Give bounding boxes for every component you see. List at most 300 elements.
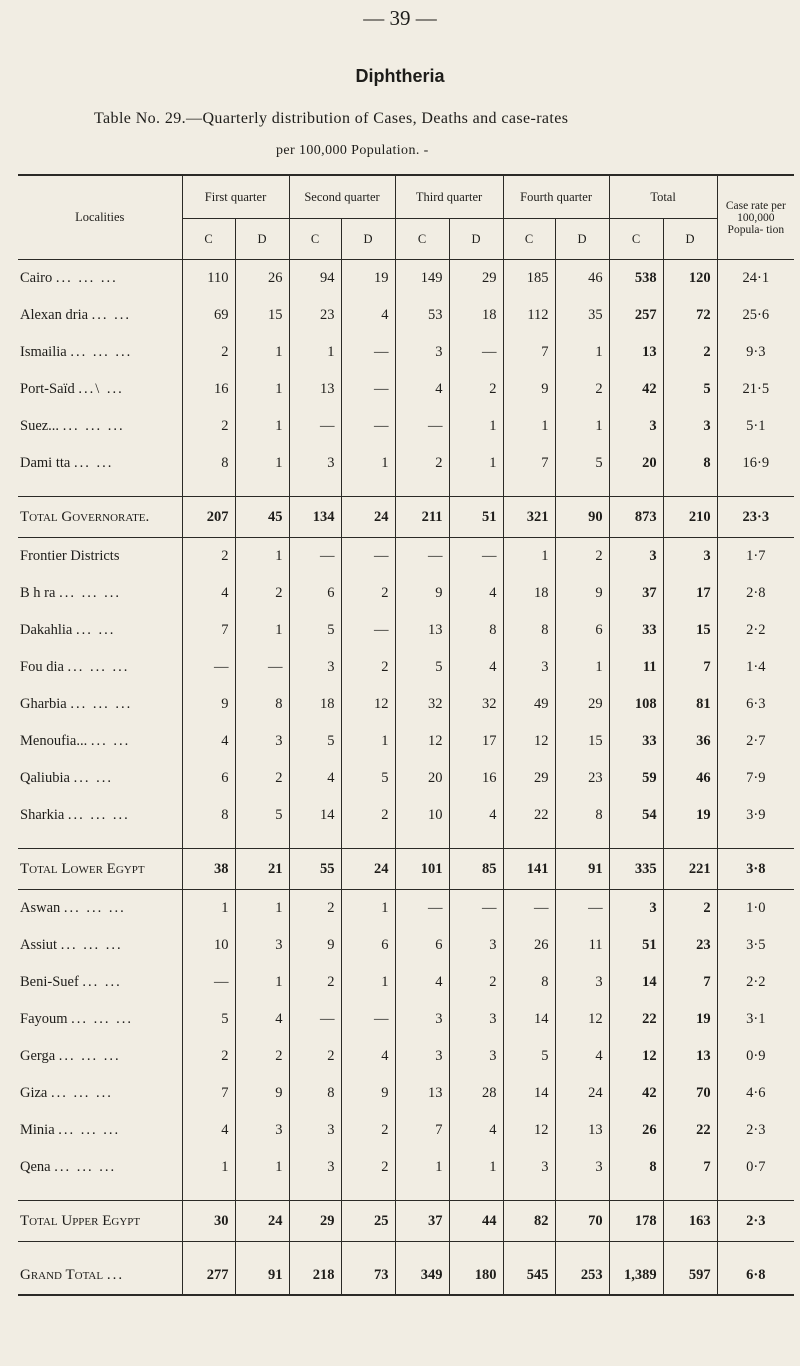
spacer-row <box>18 1242 794 1257</box>
spacer-row <box>18 1186 794 1201</box>
deaths-cell: 19 <box>663 1001 717 1038</box>
cases-cell: 3 <box>395 334 449 371</box>
cases-cell: 873 <box>609 497 663 538</box>
cases-cell: 54 <box>609 797 663 834</box>
cases-cell: 1 <box>395 1149 449 1186</box>
locality-cell <box>18 1112 182 1149</box>
deaths-cell: 3 <box>235 927 289 964</box>
locality-cell <box>18 686 182 723</box>
deaths-cell: 120 <box>663 260 717 298</box>
cases-cell: 8 <box>289 1075 341 1112</box>
deaths-cell: 3 <box>449 1001 503 1038</box>
deaths-cell: 1 <box>341 445 395 482</box>
deaths-cell: 2 <box>235 760 289 797</box>
deaths-cell: 1 <box>235 371 289 408</box>
deaths-cell: 19 <box>341 260 395 298</box>
cases-cell: 5 <box>182 1001 235 1038</box>
case-rate-cell: 1·4 <box>717 649 794 686</box>
leader-dots: ... ... ... <box>55 270 118 286</box>
cases-header: C <box>395 219 449 260</box>
deaths-cell: 91 <box>555 849 609 890</box>
deaths-cell: 16 <box>449 760 503 797</box>
deaths-cell: 1 <box>235 445 289 482</box>
table-row <box>18 686 794 723</box>
deaths-cell: 2 <box>449 371 503 408</box>
cases-cell: 321 <box>503 497 555 538</box>
cases-cell: — <box>395 538 449 576</box>
cases-cell: 335 <box>609 849 663 890</box>
case-rate-cell: 2·8 <box>717 575 794 612</box>
deaths-cell: — <box>341 408 395 445</box>
table-row <box>18 797 794 834</box>
second-quarter-header: Second quarter <box>289 175 395 219</box>
cases-cell: — <box>503 890 555 928</box>
deaths-cell: 3 <box>449 1038 503 1075</box>
locality-cell <box>18 538 182 576</box>
cases-cell: 33 <box>609 612 663 649</box>
cases-cell: 4 <box>289 760 341 797</box>
cases-cell: 82 <box>503 1201 555 1242</box>
cases-cell: 3 <box>609 408 663 445</box>
cases-cell: 38 <box>182 849 235 890</box>
leader-dots: ... ... ... <box>70 696 133 712</box>
deaths-cell: 9 <box>235 1075 289 1112</box>
cases-cell: 26 <box>609 1112 663 1149</box>
cases-cell: 11 <box>609 649 663 686</box>
locality-name: Fayoum <box>20 1011 68 1027</box>
table-row <box>18 260 794 298</box>
deaths-cell: 1 <box>341 723 395 760</box>
cases-cell: — <box>395 890 449 928</box>
table-row <box>18 408 794 445</box>
deaths-cell: 2 <box>235 575 289 612</box>
deaths-cell: 24 <box>235 1201 289 1242</box>
cases-cell: 2 <box>182 408 235 445</box>
table-row <box>18 297 794 334</box>
cases-cell: 51 <box>609 927 663 964</box>
deaths-cell: 15 <box>663 612 717 649</box>
cases-cell: 69 <box>182 297 235 334</box>
deaths-cell: 4 <box>449 797 503 834</box>
deaths-cell: 70 <box>663 1075 717 1112</box>
cases-cell: 5 <box>503 1038 555 1075</box>
leader-dots: ... ... ... <box>60 937 123 953</box>
deaths-cell: 180 <box>449 1256 503 1295</box>
deaths-cell: 45 <box>235 497 289 538</box>
cases-cell: 3 <box>503 1149 555 1186</box>
table-row <box>18 927 794 964</box>
locality-cell <box>18 927 182 964</box>
deaths-cell: 24 <box>341 497 395 538</box>
leader-dots: ... ... ... <box>51 1085 113 1101</box>
locality-name: Fou dia <box>20 659 64 675</box>
case-rate-cell: 6·3 <box>717 686 794 723</box>
case-rate-cell: 23·3 <box>717 497 794 538</box>
locality-name: Cairo <box>20 270 53 286</box>
cases-cell: 1 <box>182 1149 235 1186</box>
deaths-cell: 221 <box>663 849 717 890</box>
locality-cell <box>18 760 182 797</box>
locality-name: Total Lower Egypt <box>20 860 145 877</box>
deaths-cell: 91 <box>235 1256 289 1295</box>
deaths-cell: 1 <box>235 964 289 1001</box>
locality-cell <box>18 497 182 538</box>
cases-cell: 2 <box>289 890 341 928</box>
deaths-cell: 11 <box>555 927 609 964</box>
cases-cell: 7 <box>503 445 555 482</box>
cases-cell: 10 <box>395 797 449 834</box>
deaths-cell: 5 <box>555 445 609 482</box>
cases-cell: 3 <box>289 445 341 482</box>
cases-cell: 4 <box>182 723 235 760</box>
case-rate-cell: 0·9 <box>717 1038 794 1075</box>
deaths-cell: 4 <box>449 575 503 612</box>
deaths-cell: 4 <box>341 297 395 334</box>
case-rate-cell: 2·3 <box>717 1112 794 1149</box>
table-row <box>18 538 794 576</box>
deaths-cell: 70 <box>555 1201 609 1242</box>
leader-dots: ... ... ... <box>58 1122 121 1138</box>
locality-name: Sharkia <box>20 807 65 823</box>
deaths-cell: 85 <box>449 849 503 890</box>
deaths-cell: 13 <box>663 1038 717 1075</box>
table-row <box>18 1149 794 1186</box>
deaths-cell: 8 <box>449 612 503 649</box>
case-rate-cell: 6·8 <box>717 1256 794 1295</box>
spacer-row <box>18 482 794 497</box>
leader-dots: ...\ ... <box>78 381 124 397</box>
cases-cell: 257 <box>609 297 663 334</box>
deaths-cell: 29 <box>449 260 503 298</box>
leader-dots: ... ... <box>75 622 116 638</box>
cases-cell: 9 <box>395 575 449 612</box>
cases-cell: 7 <box>182 612 235 649</box>
cases-cell: 1,389 <box>609 1256 663 1295</box>
locality-cell <box>18 723 182 760</box>
deaths-cell: 3 <box>449 927 503 964</box>
cases-cell: 185 <box>503 260 555 298</box>
cases-cell: — <box>289 538 341 576</box>
cases-cell: 7 <box>182 1075 235 1112</box>
disease-heading: Diphtheria <box>355 66 445 86</box>
cases-cell: 538 <box>609 260 663 298</box>
locality-name: Ismailia <box>20 344 67 360</box>
case-rate-cell: 4·6 <box>717 1075 794 1112</box>
case-rate-header: Case rate per 100,000 Popula- tion <box>717 175 794 260</box>
deaths-cell: 15 <box>235 297 289 334</box>
case-rate-cell: 2·2 <box>717 964 794 1001</box>
case-rate-cell: 1·7 <box>717 538 794 576</box>
cases-cell: 37 <box>395 1201 449 1242</box>
deaths-cell: 21 <box>235 849 289 890</box>
cases-cell: 23 <box>289 297 341 334</box>
leader-dots: ... ... ... <box>62 418 125 434</box>
cases-cell: 13 <box>395 1075 449 1112</box>
cases-cell: 37 <box>609 575 663 612</box>
cases-cell: 30 <box>182 1201 235 1242</box>
deaths-cell: 26 <box>235 260 289 298</box>
locality-cell <box>18 649 182 686</box>
locality-name: Minia <box>20 1122 55 1138</box>
cases-cell: 8 <box>503 964 555 1001</box>
locality-cell <box>18 297 182 334</box>
deaths-cell: — <box>449 334 503 371</box>
cases-cell: 14 <box>503 1001 555 1038</box>
cases-cell: 26 <box>503 927 555 964</box>
cases-cell: 2 <box>289 1038 341 1075</box>
cases-cell: 13 <box>395 612 449 649</box>
locality-cell <box>18 260 182 298</box>
locality-cell <box>18 371 182 408</box>
deaths-header: D <box>341 219 395 260</box>
locality-name: Frontier Districts <box>20 548 120 564</box>
deaths-cell: 2 <box>341 797 395 834</box>
locality-name: Qaliubia <box>20 770 70 786</box>
cases-cell: 94 <box>289 260 341 298</box>
deaths-cell: 2 <box>341 575 395 612</box>
cases-cell: — <box>182 649 235 686</box>
deaths-cell: 2 <box>235 1038 289 1075</box>
cases-cell: 218 <box>289 1256 341 1295</box>
deaths-cell: 24 <box>555 1075 609 1112</box>
locality-name: Suez... <box>20 418 60 434</box>
deaths-cell: 5 <box>663 371 717 408</box>
deaths-cell: 1 <box>235 1149 289 1186</box>
locality-name: Assiut <box>20 937 58 953</box>
deaths-cell: 46 <box>555 260 609 298</box>
cases-cell: — <box>289 408 341 445</box>
deaths-cell: 1 <box>555 649 609 686</box>
cases-cell: 16 <box>182 371 235 408</box>
cases-cell: 20 <box>609 445 663 482</box>
cases-cell: 1 <box>503 408 555 445</box>
cases-cell: 8 <box>182 797 235 834</box>
cases-cell: 14 <box>609 964 663 1001</box>
deaths-cell: 8 <box>663 445 717 482</box>
deaths-cell: 72 <box>663 297 717 334</box>
subtotal-row <box>18 1201 794 1242</box>
cases-cell: 42 <box>609 371 663 408</box>
deaths-cell: 15 <box>555 723 609 760</box>
cases-cell: 33 <box>609 723 663 760</box>
spacer-row <box>18 834 794 849</box>
deaths-cell: 17 <box>663 575 717 612</box>
cases-cell: 18 <box>503 575 555 612</box>
deaths-header: D <box>555 219 609 260</box>
cases-cell: 3 <box>289 649 341 686</box>
table-row <box>18 1001 794 1038</box>
cases-cell: 101 <box>395 849 449 890</box>
table-row <box>18 723 794 760</box>
case-rate-cell: 21·5 <box>717 371 794 408</box>
fourth-quarter-header: Fourth quarter <box>503 175 609 219</box>
cases-cell: 207 <box>182 497 235 538</box>
deaths-cell: 73 <box>341 1256 395 1295</box>
cases-header: C <box>503 219 555 260</box>
deaths-cell: 4 <box>341 1038 395 1075</box>
cases-cell: 4 <box>182 575 235 612</box>
deaths-header: D <box>663 219 717 260</box>
cases-cell: 7 <box>395 1112 449 1149</box>
table-row <box>18 371 794 408</box>
locality-name: Alexan dria <box>20 307 89 323</box>
cases-cell: 8 <box>182 445 235 482</box>
cases-header: C <box>289 219 341 260</box>
cases-cell: 12 <box>395 723 449 760</box>
locality-name: Total Governorate. <box>20 508 150 525</box>
table-row <box>18 575 794 612</box>
table-row <box>18 1112 794 1149</box>
deaths-cell: 163 <box>663 1201 717 1242</box>
deaths-cell: 2 <box>341 1149 395 1186</box>
leader-dots: ... ... <box>73 770 113 786</box>
cases-header: C <box>609 219 663 260</box>
locality-cell <box>18 890 182 928</box>
case-rate-cell: 24·1 <box>717 260 794 298</box>
deaths-cell: 2 <box>555 371 609 408</box>
leader-dots: ... ... <box>90 733 131 749</box>
deaths-cell: 2 <box>555 538 609 576</box>
leader-dots: ... ... <box>73 455 114 471</box>
deaths-cell: 12 <box>341 686 395 723</box>
deaths-cell: — <box>341 334 395 371</box>
deaths-cell: 1 <box>555 334 609 371</box>
deaths-cell: 1 <box>235 612 289 649</box>
cases-cell: 5 <box>289 723 341 760</box>
cases-cell: 32 <box>395 686 449 723</box>
cases-cell: 3 <box>609 890 663 928</box>
deaths-cell: 7 <box>663 649 717 686</box>
case-rate-cell: 25·6 <box>717 297 794 334</box>
leader-dots: ... ... ... <box>58 1048 121 1064</box>
total-header: Total <box>609 175 717 219</box>
locality-name: Giza <box>20 1085 48 1101</box>
cases-cell: 134 <box>289 497 341 538</box>
deaths-cell: — <box>449 890 503 928</box>
deaths-cell: 1 <box>449 445 503 482</box>
deaths-cell: 1 <box>235 334 289 371</box>
locality-name: Aswan <box>20 900 61 916</box>
cases-cell: 349 <box>395 1256 449 1295</box>
cases-cell: 20 <box>395 760 449 797</box>
deaths-cell: 1 <box>235 538 289 576</box>
case-rate-cell: 3·8 <box>717 849 794 890</box>
deaths-cell: 44 <box>449 1201 503 1242</box>
leader-dots: ... ... ... <box>63 900 126 916</box>
deaths-cell: 13 <box>555 1112 609 1149</box>
deaths-cell: 25 <box>341 1201 395 1242</box>
deaths-cell: 210 <box>663 497 717 538</box>
locality-name: Total Upper Egypt <box>20 1212 141 1229</box>
cases-cell: 2 <box>182 538 235 576</box>
locality-name: Menoufia... <box>20 733 88 749</box>
table-row <box>18 1075 794 1112</box>
deaths-header: D <box>235 219 289 260</box>
cases-cell: 5 <box>395 649 449 686</box>
deaths-cell: 4 <box>449 1112 503 1149</box>
locality-cell <box>18 408 182 445</box>
case-rate-cell: 3·1 <box>717 1001 794 1038</box>
cases-cell: 2 <box>182 334 235 371</box>
case-rate-cell: 1·0 <box>717 890 794 928</box>
locality-cell <box>18 1256 182 1295</box>
deaths-cell: 6 <box>555 612 609 649</box>
leader-dots: ... <box>106 1266 125 1283</box>
deaths-cell: 35 <box>555 297 609 334</box>
cases-cell: 49 <box>503 686 555 723</box>
deaths-cell: 3 <box>663 538 717 576</box>
cases-cell: 12 <box>503 1112 555 1149</box>
locality-cell <box>18 1001 182 1038</box>
leader-dots: ... ... ... <box>67 807 130 823</box>
deaths-cell: — <box>341 538 395 576</box>
deaths-cell: — <box>341 1001 395 1038</box>
cases-cell: 13 <box>609 334 663 371</box>
cases-cell: 4 <box>395 964 449 1001</box>
cases-cell: 3 <box>289 1149 341 1186</box>
cases-cell: 7 <box>503 334 555 371</box>
locality-cell <box>18 797 182 834</box>
case-rate-cell: 9·3 <box>717 334 794 371</box>
cases-cell: 545 <box>503 1256 555 1295</box>
deaths-cell: 5 <box>235 797 289 834</box>
case-rate-cell: 5·1 <box>717 408 794 445</box>
cases-cell: 178 <box>609 1201 663 1242</box>
cases-cell: 3 <box>503 649 555 686</box>
cases-cell: 6 <box>395 927 449 964</box>
deaths-cell: 22 <box>663 1112 717 1149</box>
cases-cell: 55 <box>289 849 341 890</box>
deaths-cell: 3 <box>555 1149 609 1186</box>
deaths-cell: 2 <box>449 964 503 1001</box>
deaths-cell: — <box>341 371 395 408</box>
cases-cell: 1 <box>503 538 555 576</box>
subtotal-row <box>18 849 794 890</box>
cases-cell: 10 <box>182 927 235 964</box>
deaths-cell: 1 <box>555 408 609 445</box>
deaths-cell: 2 <box>663 334 717 371</box>
deaths-cell: 51 <box>449 497 503 538</box>
cases-cell: 53 <box>395 297 449 334</box>
table-caption: Table No. 29.—Quarterly distribution of Cases, Deaths and case-rates <box>94 110 569 127</box>
deaths-cell: 23 <box>555 760 609 797</box>
cases-cell: 29 <box>289 1201 341 1242</box>
deaths-cell: 23 <box>663 927 717 964</box>
table-caption-continued: per 100,000 Population. - <box>276 143 429 158</box>
deaths-cell: — <box>449 538 503 576</box>
locality-name: B h ra <box>20 585 56 601</box>
deaths-cell: 597 <box>663 1256 717 1295</box>
cases-cell: 3 <box>395 1038 449 1075</box>
cases-cell: — <box>182 964 235 1001</box>
deaths-cell: 1 <box>341 890 395 928</box>
table-row <box>18 334 794 371</box>
leader-dots: ... ... <box>91 307 132 323</box>
case-rate-cell: 16·9 <box>717 445 794 482</box>
cases-cell: 2 <box>182 1038 235 1075</box>
case-rate-cell: 0·7 <box>717 1149 794 1186</box>
locality-name: Beni-Suef <box>20 974 79 990</box>
leader-dots: ... ... ... <box>70 344 133 360</box>
deaths-cell: 4 <box>449 649 503 686</box>
deaths-cell: — <box>341 612 395 649</box>
leader-dots: ... ... ... <box>59 585 121 601</box>
table-row <box>18 890 794 928</box>
locality-name: Dami tta <box>20 455 71 471</box>
cases-cell: 9 <box>289 927 341 964</box>
deaths-cell: 2 <box>341 649 395 686</box>
case-rate-cell: 2·7 <box>717 723 794 760</box>
